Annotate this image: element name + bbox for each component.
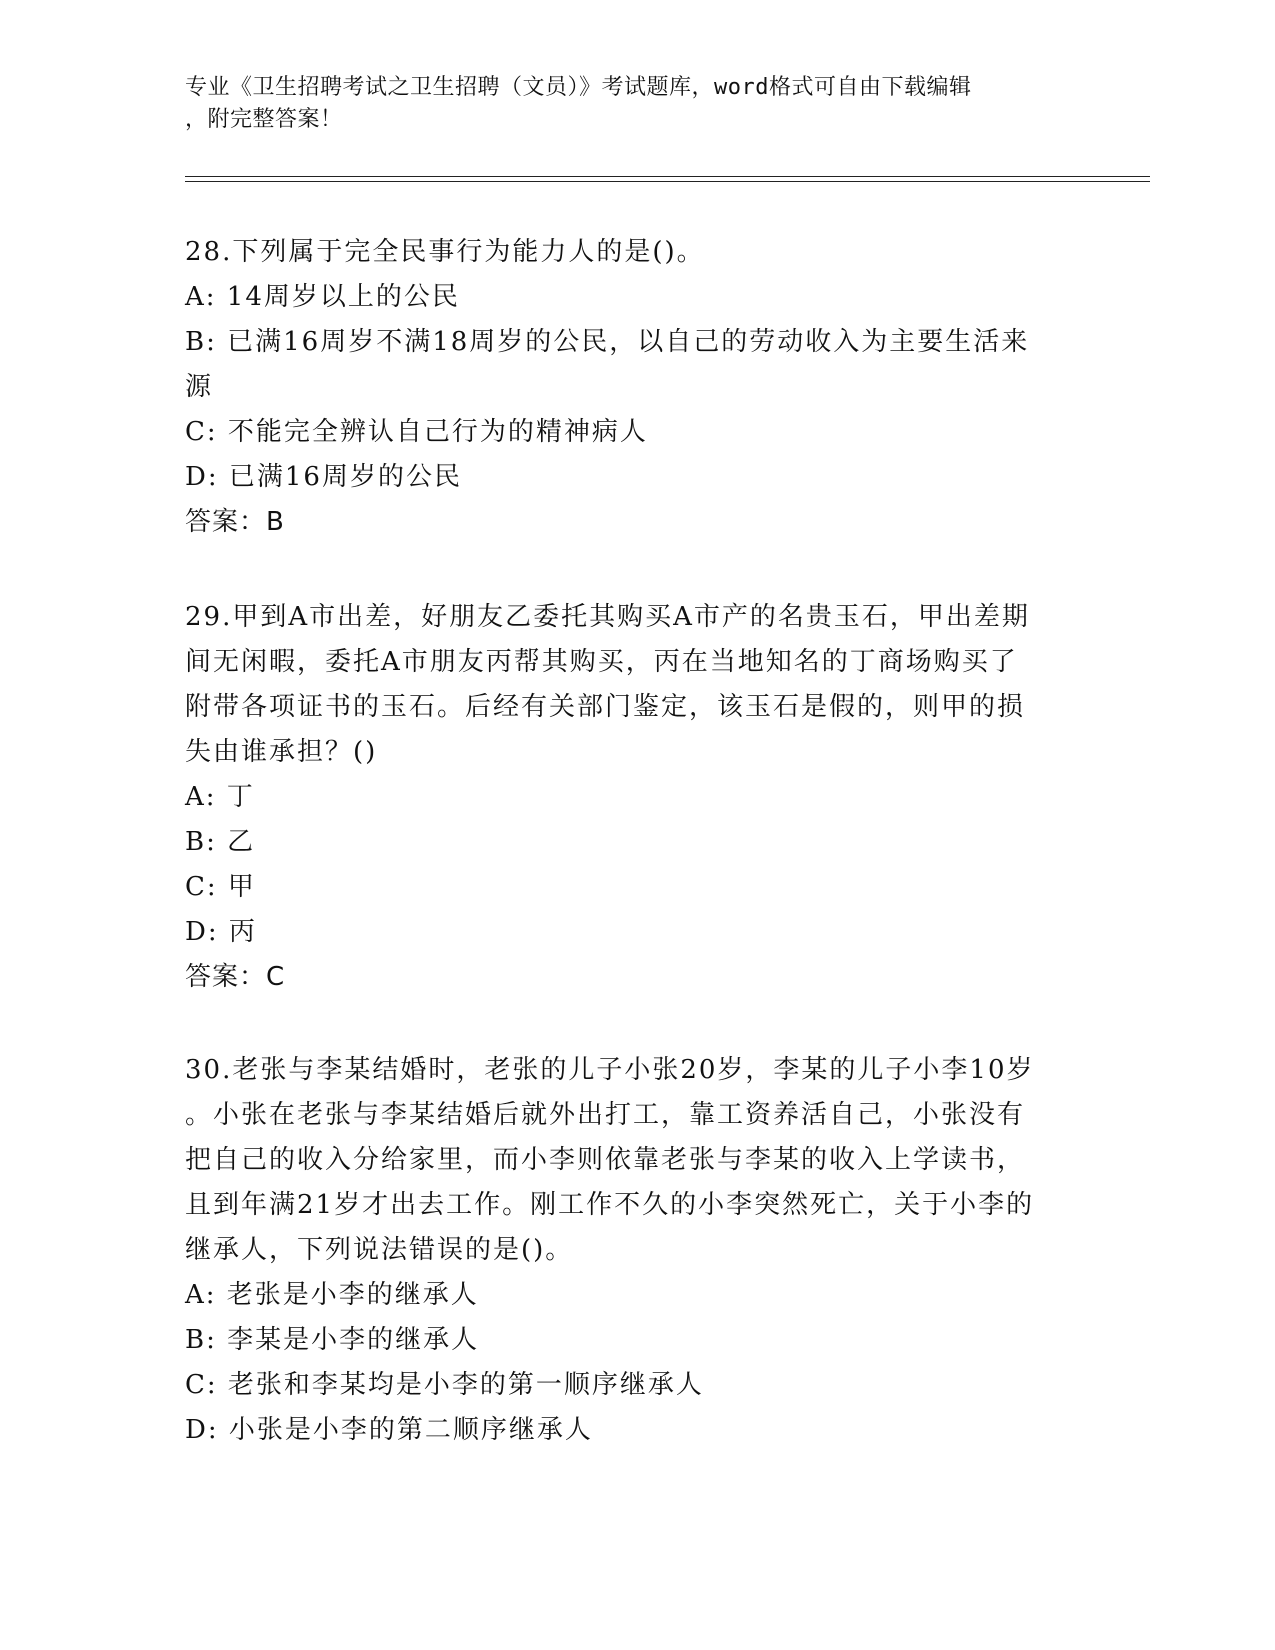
- option-a: A: 老张是小李的继承人: [185, 1280, 479, 1310]
- question-stem-line: 失由谁承担？(): [185, 737, 378, 767]
- option-d: D: 已满16周岁的公民: [185, 462, 462, 492]
- document-header: [185, 72, 1065, 136]
- question-stem-line: 把自己的收入分给家里，而小李则依靠老张与李某的收入上学读书，: [185, 1145, 1026, 1175]
- answer-label: 答案：C: [185, 962, 286, 992]
- question-29: [185, 595, 1065, 1000]
- question-28: [185, 230, 1065, 545]
- option-b: B: 李某是小李的继承人: [185, 1325, 480, 1355]
- question-stem-line: 。小张在老张与李某结婚后就外出打工，靠工资养活自己，小张没有: [185, 1100, 1026, 1130]
- question-stem-line: 继承人，下列说法错误的是()。: [185, 1235, 574, 1265]
- header-line-2: ，附完整答案！: [185, 107, 343, 132]
- question-stem-line: 30.老张与李某结婚时，老张的儿子小张20岁，李某的儿子小李10岁: [185, 1055, 1035, 1085]
- question-30: [185, 1048, 1065, 1453]
- question-stem-line: 间无闲暇，委托A市朋友丙帮其购买，丙在当地知名的丁商场购买了: [185, 647, 1018, 677]
- option-c: C: 老张和李某均是小李的第一顺序继承人: [185, 1370, 704, 1400]
- header-divider-top: [185, 176, 1150, 177]
- option-a: A: 丁: [185, 782, 255, 812]
- option-b-continued: 源: [185, 372, 214, 402]
- option-c: C: 不能完全辨认自己行为的精神病人: [185, 417, 648, 447]
- header-divider-bottom: [185, 181, 1150, 182]
- option-b: B: 乙: [185, 827, 256, 857]
- header-line-1: 专业《卫生招聘考试之卫生招聘（文员）》考试题库，word格式可自由下载编辑: [185, 75, 972, 100]
- option-d: D: 小张是小李的第二顺序继承人: [185, 1415, 593, 1445]
- option-c: C: 甲: [185, 872, 256, 902]
- option-a: A: 14周岁以上的公民: [185, 282, 460, 312]
- option-b: B: 已满16周岁不满18周岁的公民，以自己的劳动收入为主要生活来: [185, 327, 1030, 357]
- question-stem: 28.下列属于完全民事行为能力人的是()。: [185, 237, 705, 267]
- question-stem-line: 29.甲到A市出差，好朋友乙委托其购买A市产的名贵玉石，甲出差期: [185, 602, 1030, 632]
- question-stem-line: 且到年满21岁才出去工作。刚工作不久的小李突然死亡，关于小李的: [185, 1190, 1035, 1220]
- answer-label: 答案：B: [185, 507, 285, 537]
- question-stem-line: 附带各项证书的玉石。后经有关部门鉴定，该玉石是假的，则甲的损: [185, 692, 1026, 722]
- option-d: D: 丙: [185, 917, 257, 947]
